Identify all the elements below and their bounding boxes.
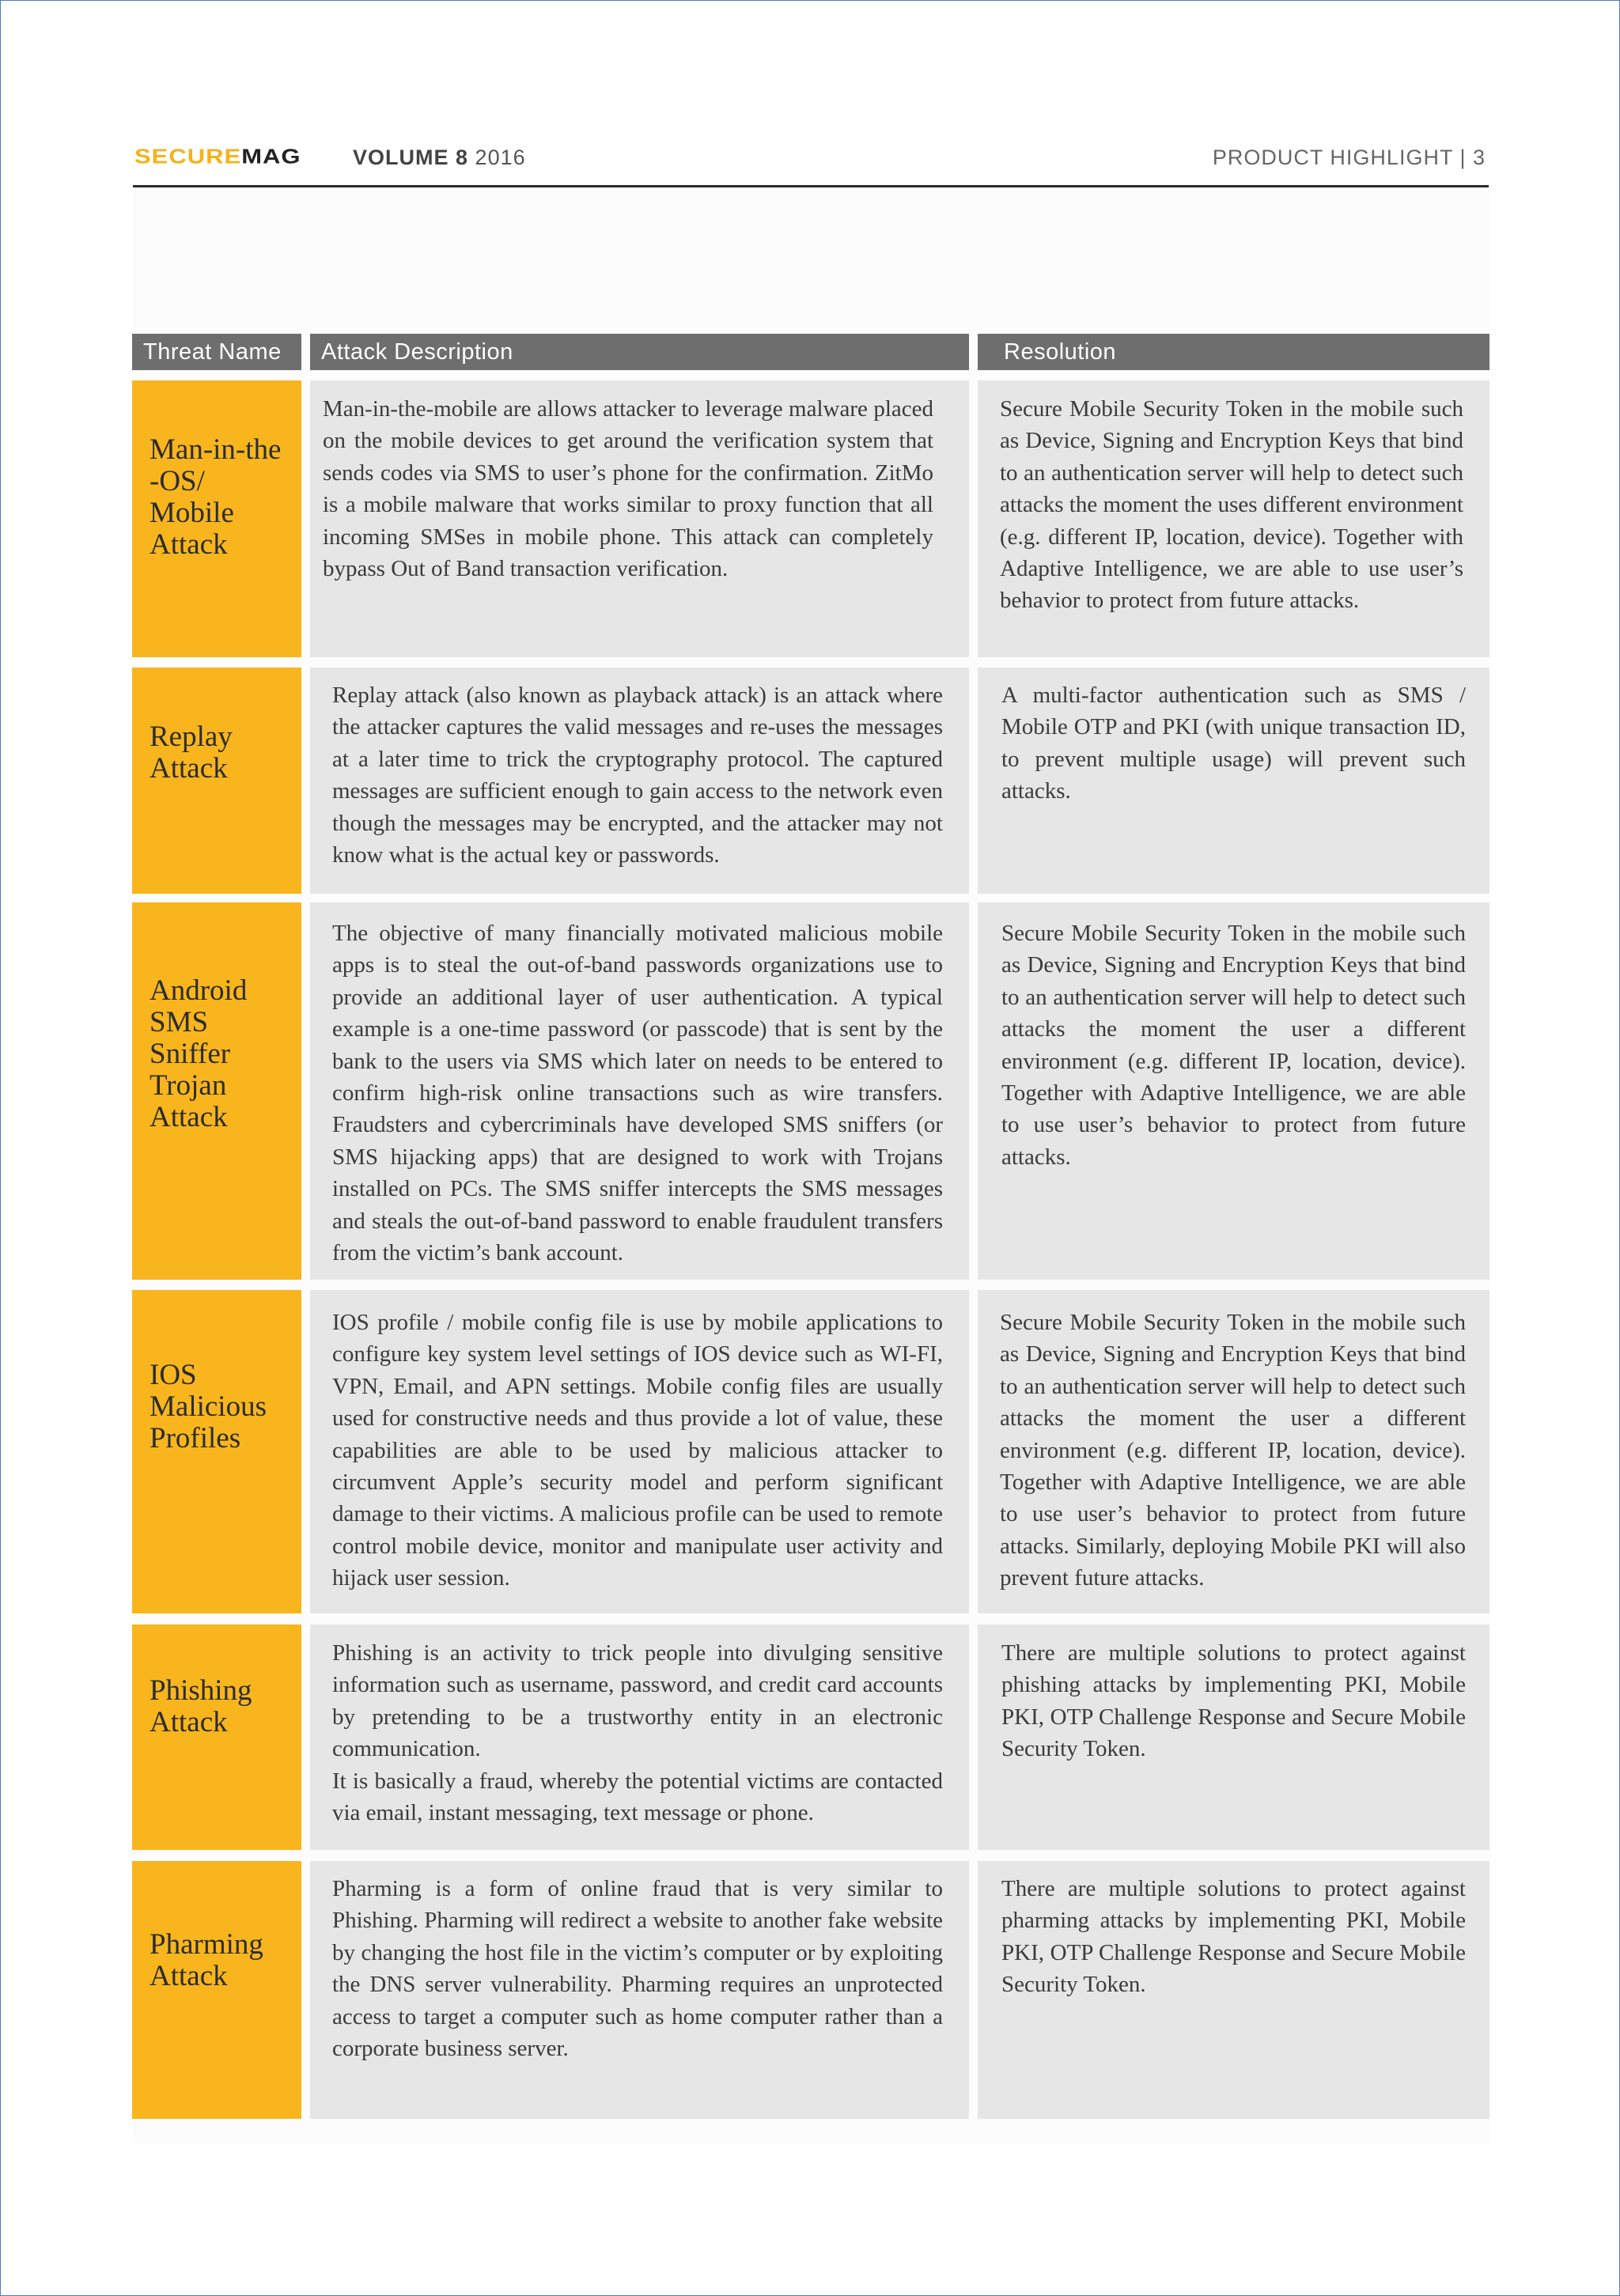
attack-description-continued: It is basically a fraud, whereby the potential victims are contacted via email, instant messaging, text message or phone. — [332, 1768, 943, 1826]
threat-name-cell — [132, 1625, 301, 1850]
threat-name: Replay Attack — [150, 721, 233, 785]
threat-name-cell — [132, 668, 301, 894]
header-threat-name — [132, 334, 301, 370]
attack-description: Man-in-the-mobile are allows attacker to leverage malware placed on the mobile devices to get around the verification system that sends codes via SMS to user’s phone for the confirmation. ZitMo is a mobile malware that works similar to proxy function that all incoming SMSes in mobile phone. This attack can completely bypass Out of Band transaction verification. — [323, 396, 933, 582]
resolution-text: Secure Mobile Security Token in the mobile such as Device, Signing and Encryption Keys that bind to an authentication server will help to detect such attacks the moment the user a different environment (e.g. different IP, location, device). Together with Adaptive Intelligence, we are able to use user’s behavior to protect from future attacks. — [1001, 921, 1466, 1170]
securemag-logo — [134, 143, 301, 170]
header-attack-description — [310, 334, 969, 370]
attack-description: Phishing is an activity to trick people into divulging sensitive information such as username, password, and credit card accounts by pretending to be a trustworthy entity in an electronic communication. — [332, 1640, 943, 1762]
section-page-label: PRODUCT HIGHLIGHT | 3 — [1212, 146, 1486, 169]
threat-name: Pharming Attack — [150, 1928, 263, 1992]
resolution-text: A multi-factor authentication such as SMS / Mobile OTP and PKI (with unique transaction ID, to prevent multiple usage) will prevent such attacks. — [1001, 683, 1466, 804]
resolution-cell — [978, 380, 1489, 657]
header-resolution — [978, 334, 1489, 370]
table-row — [0, 1625, 1620, 1850]
threat-name-cell — [132, 902, 301, 1280]
attack-description-cell — [310, 902, 969, 1280]
table-row — [0, 668, 1620, 894]
logo-mag: MAG — [241, 144, 301, 168]
header-threat-label: Threat Name — [143, 339, 282, 365]
table-row — [0, 1861, 1620, 2119]
resolution-cell — [978, 1290, 1489, 1613]
threat-name: Man-in-the -OS/ Mobile Attack — [150, 433, 282, 561]
threat-name: IOS Malicious Profiles — [150, 1359, 267, 1454]
attack-description: Replay attack (also known as playback attack) is an attack where the attacker captures the valid messages and re-uses the messages at a later time to trick the cryptography protocol. The captured messages are sufficient enough to gain access to the network even though the messages may be encrypted, and the attacker may not know what is the actual key or passwords. — [332, 683, 943, 868]
logo-secure: SECURE — [134, 144, 242, 168]
threat-name: Android SMS Sniffer Trojan Attack — [150, 974, 248, 1133]
resolution-text: Secure Mobile Security Token in the mobile such as Device, Signing and Encryption Keys that bind to an authentication server will help to detect such attacks the moment the user a different environment (e.g. different IP, location, device). Together with Adaptive Intelligence, we are able to use user’s behavior to protect from future attacks. Similarly, deploying Mobile PKI will also prevent future attacks. — [1000, 1310, 1466, 1591]
attack-description: The objective of many financially motivated malicious mobile apps is to steal the out-of-band passwords organizations use to provide an additional layer of user authentication. A typical example is a one-time password (or passcode) that is sent by the bank to the users via SMS which later on needs to be entered to confirm high-risk online transactions such as wire transfers. Fraudsters and cybercriminals have developed SMS sniffers (or SMS hijacking apps) that are designed to work with Trojans installed on PCs. The SMS sniffer intercepts the SMS messages and steals the out-of-band password to enable fraudulent transfers from the victim’s bank account. — [332, 921, 943, 1266]
table-row — [0, 380, 1620, 657]
volume-number: VOLUME 8 — [353, 146, 469, 169]
resolution-cell — [978, 1861, 1489, 2119]
attack-description: Pharming is a form of online fraud that is very similar to Phishing. Pharming will redirect a website to another fake website by changing the host file in the victim’s computer or by exploiting the DNS server vulnerability. Pharming requires an unprotected access to target a computer such as home computer rather than a corporate business server. — [332, 1876, 943, 2062]
threat-name-cell — [132, 1290, 301, 1613]
attack-description-cell — [310, 380, 969, 657]
threat-name-cell — [132, 1861, 301, 2119]
table-row — [0, 902, 1620, 1280]
threat-name: Phishing Attack — [150, 1674, 252, 1738]
resolution-text: Secure Mobile Security Token in the mobile such as Device, Signing and Encryption Keys that bind to an authentication server will help to detect such attacks the moment the uses different environment (e.g. different IP, location, device). Together with Adaptive Intelligence, we are able to use user’s behavior to protect from future attacks. — [1000, 396, 1463, 614]
resolution-text: There are multiple solutions to protect against pharming attacks by implementing PKI, Mobile PKI, OTP Challenge Response and Secure Mobile Security Token. — [1001, 1876, 1466, 1998]
volume-label — [353, 144, 526, 171]
resolution-cell — [978, 668, 1489, 894]
volume-year: 2016 — [475, 146, 526, 169]
resolution-cell — [978, 902, 1489, 1280]
header-resolution-label: Resolution — [1004, 339, 1117, 365]
attack-description-cell — [310, 668, 969, 894]
header-description-label: Attack Description — [321, 339, 513, 365]
page-header — [133, 141, 1489, 187]
attack-description-cell — [310, 1861, 969, 2119]
resolution-text: There are multiple solutions to protect against phishing attacks by implementing PKI, Mobile PKI, OTP Challenge Response and Secure Mobile Security Token. — [1001, 1640, 1466, 1762]
resolution-cell — [978, 1625, 1489, 1850]
table-row — [0, 1290, 1620, 1613]
attack-description-cell — [310, 1290, 969, 1613]
threat-name-cell — [132, 380, 301, 657]
attack-description: IOS profile / mobile config file is use by mobile applications to configure key system level settings of IOS device such as WI-FI, VPN, Email, and APN settings. Mobile config files are usually used for constructive needs and thus provide a lot of value, these capabilities are able to be used by malicious attacker to circumvent Apple’s security model and perform significant damage to their victims. A malicious profile can be used to remote control mobile device, monitor and manipulate user activity and hijack user session. — [332, 1310, 943, 1591]
attack-description-cell — [310, 1625, 969, 1850]
